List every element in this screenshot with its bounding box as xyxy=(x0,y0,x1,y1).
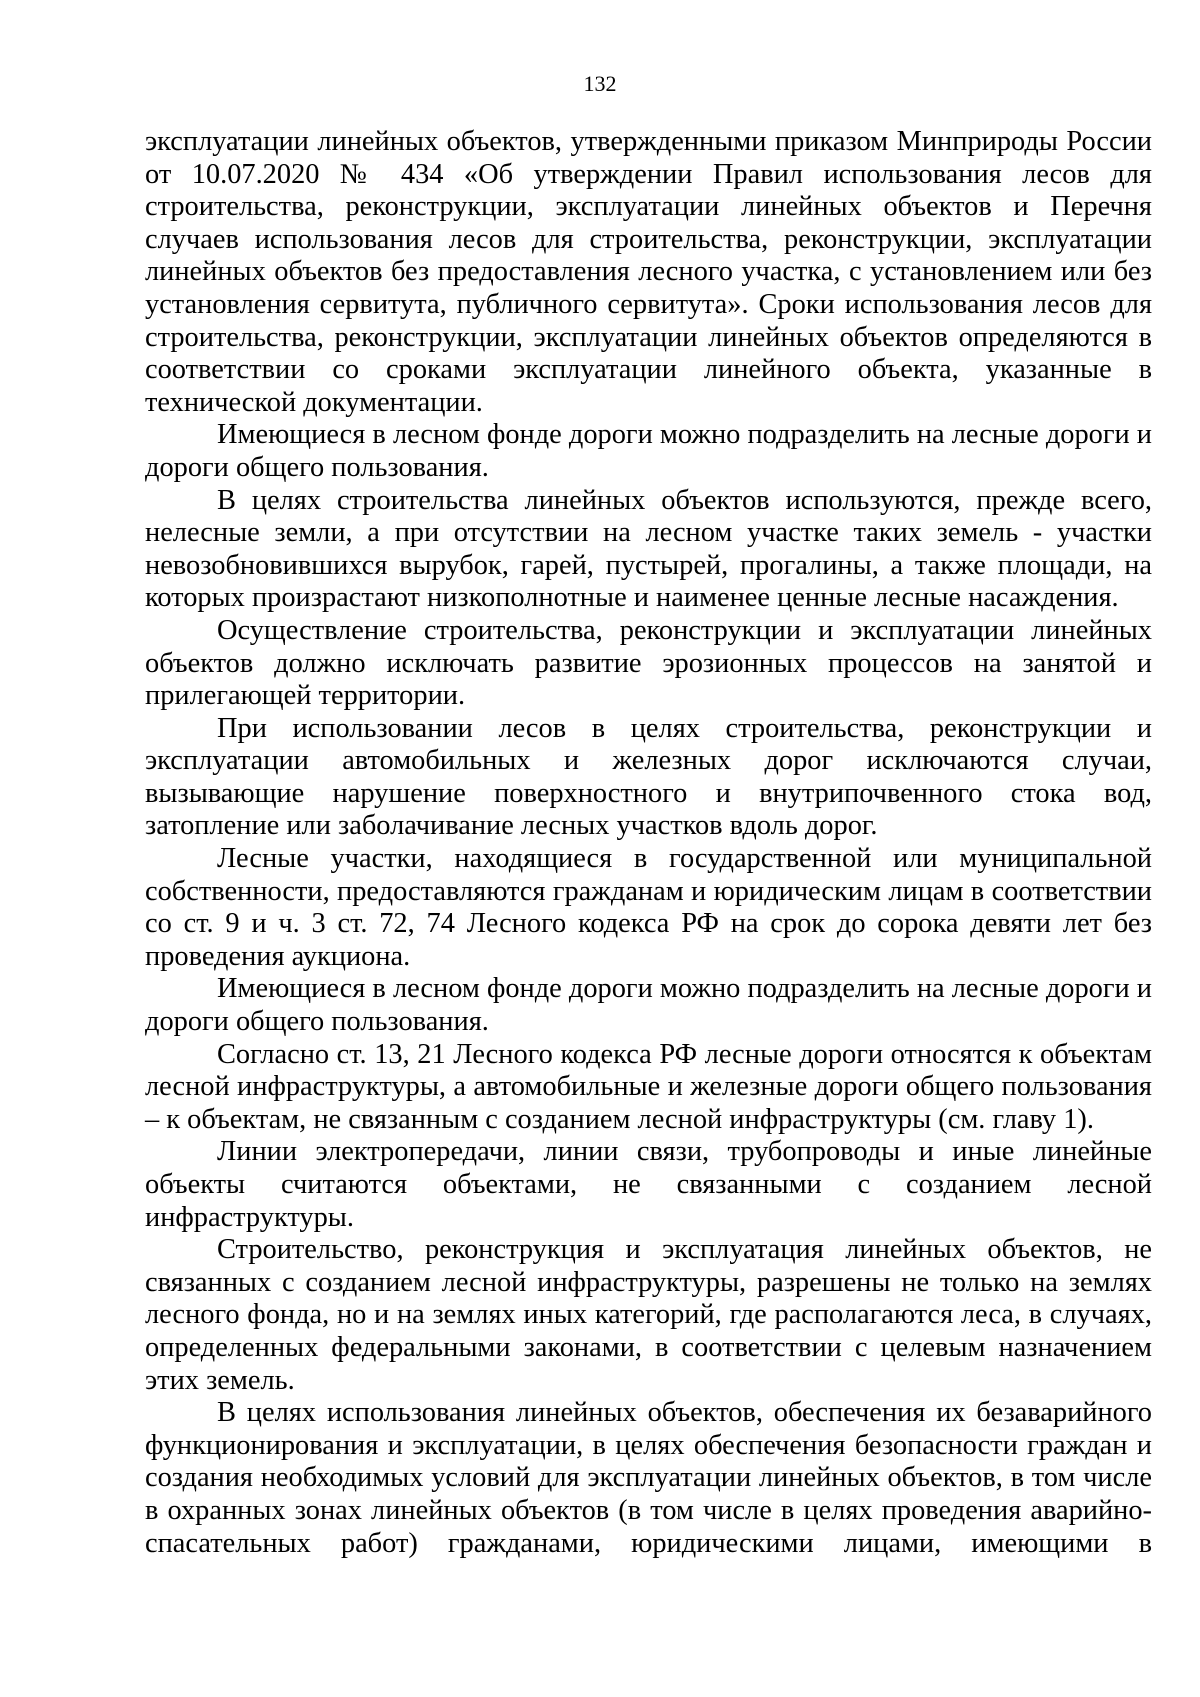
paragraph: Строительство, реконструкция и эксплуатация линейных объектов, не связанных с созданием лесной инфраструктуры, разрешены не только на землях лесного фонда, но и на землях иных категорий, где располагаются леса, в случаях, определенных федеральными законами, в соответствии с целевым назначением этих земель. xyxy=(145,1234,1152,1396)
paragraph-continues-next-page: В целях использования линейных объектов, обеспечения их безаварийного функционирования и эксплуатации, в целях обеспечения безопасности граждан и создания необходимых условий для эксплуатации линейных объектов, в том числе в охранных зонах линейных объектов (в том числе в целях проведения аварийно-спасательных работ) гражданами, юридическими лицами, имеющими в xyxy=(145,1397,1152,1559)
paragraph: Согласно ст. 13, 21 Лесного кодекса РФ лесные дороги относятся к объектам лесной инфраструктуры, а автомобильные и железные дороги общего пользования – к объектам, не связанным с созданием лесной инфраструктуры (см. главу 1). xyxy=(145,1038,1152,1135)
page-number: 132 xyxy=(583,71,617,96)
paragraph: В целях строительства линейных объектов используются, прежде всего, нелесные земли, а при отсутствии на лесном участке таких земель - участки невозобновившихся вырубок, гарей, пустырей, прогалины, а также площади, на которых произрастают низкополнотные и наименее ценные лесные насаждения. xyxy=(145,484,1152,614)
paragraph: При использовании лесов в целях строительства, реконструкции и эксплуатации автомобильных и железных дорог исключаются случаи, вызывающие нарушение поверхностного и внутрипочвенного стока вод, затопление или заболачивание лесных участков вдоль дорог. xyxy=(145,712,1152,842)
paragraph: Имеющиеся в лесном фонде дороги можно подразделить на лесные дороги и дороги общего пользования. xyxy=(145,973,1152,1038)
paragraph: Лесные участки, находящиеся в государственной или муниципальной собственности, предоставляются гражданам и юридическим лицам в соответствии со ст. 9 и ч. 3 ст. 72, 74 Лесного кодекса РФ на срок до сорока девяти лет без проведения аукциона. xyxy=(145,843,1152,972)
paragraph-continuation: эксплуатации линейных объектов, утвержденными приказом Минприроды России от 10.07.2020 № 434 «Об утверждении Правил использования лесов для строительства, реконструкции, эксплуатации линейных объектов и Перечня случаев использования лесов для строительства, реконструкции, эксплуатации линейных объектов без предоставления лесного участка, с установлением или без установления сервитута, публичного сервитута». Сроки использования лесов для строительства, реконструкции, эксплуатации линейных объектов определяются в соответствии со сроками эксплуатации линейного объекта, указанные в технической документации. xyxy=(145,126,1152,418)
document-text xyxy=(145,126,1152,1560)
paragraph: Имеющиеся в лесном фонде дороги можно подразделить на лесные дороги и дороги общего пользования. xyxy=(145,419,1152,483)
paragraph: Линии электропередачи, линии связи, трубопроводы и иные линейные объекты считаются объектами, не связанными с созданием лесной инфраструктуры. xyxy=(145,1136,1152,1233)
paragraph: Осуществление строительства, реконструкции и эксплуатации линейных объектов должно исключать развитие эрозионных процессов на занятой и прилегающей территории. xyxy=(145,614,1152,712)
